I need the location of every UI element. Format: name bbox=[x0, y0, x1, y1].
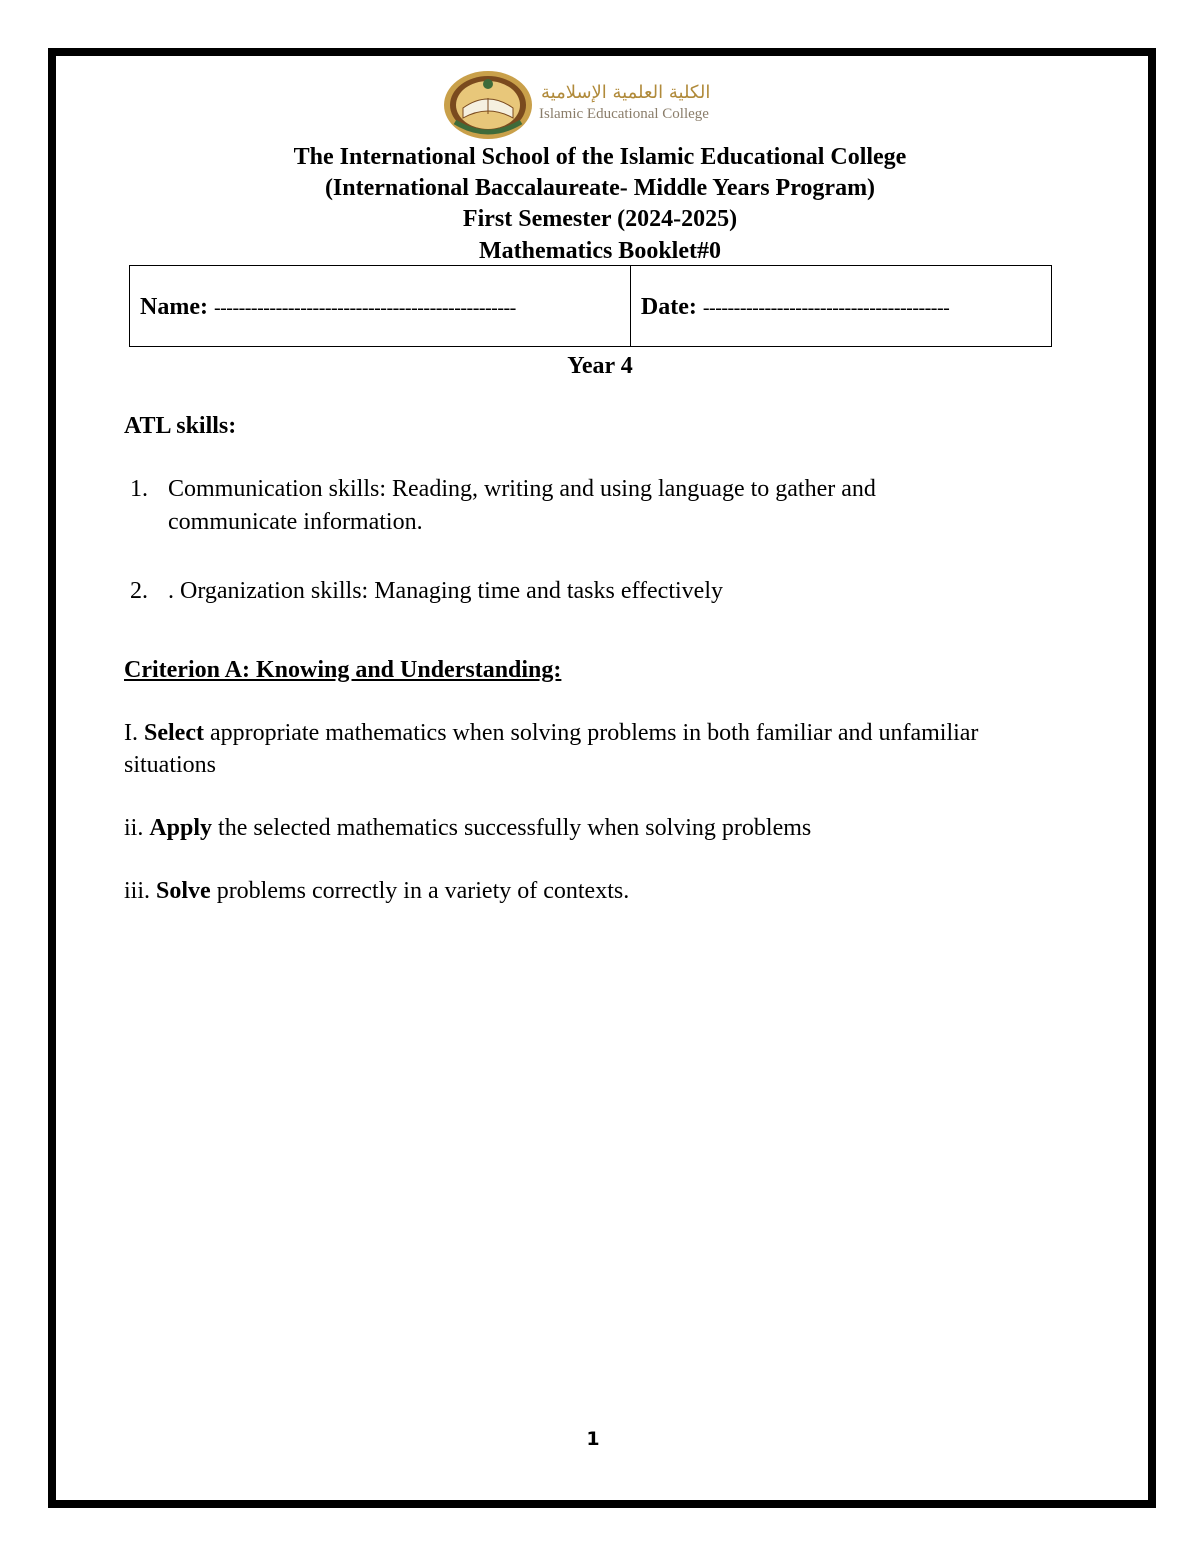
list-text: Communication skills: Reading, writing and using language to gather and communicate information. bbox=[168, 476, 876, 535]
list-item bbox=[130, 575, 1010, 608]
date-cell[interactable] bbox=[631, 266, 1051, 346]
college-english-name: Islamic Educational College bbox=[539, 106, 709, 122]
atl-heading: ATL skills: bbox=[124, 413, 237, 439]
objective-keyword: Select bbox=[144, 720, 204, 746]
objective-text: problems correctly in a variety of contexts. bbox=[216, 878, 630, 904]
name-cell[interactable] bbox=[130, 266, 631, 346]
objective-text: the selected mathematics successfully when solving problems bbox=[218, 815, 812, 841]
criterion-heading: Criterion A: Knowing and Understanding: bbox=[124, 657, 562, 683]
objective-keyword: Apply bbox=[149, 815, 213, 841]
semester: First Semester (2024-2025) bbox=[462, 206, 738, 232]
booklet-title: Mathematics Booklet#0 bbox=[479, 238, 721, 264]
objective-item bbox=[124, 875, 1024, 907]
date-blank: ---------------------------------------- bbox=[702, 297, 950, 319]
objective-prefix: I. bbox=[124, 720, 138, 746]
college-seal-icon bbox=[443, 70, 533, 140]
objective-text: appropriate mathematics when solving problems in both familiar and unfamiliar situations bbox=[124, 720, 979, 778]
objective-item bbox=[124, 717, 1024, 781]
list-text: . Organization skills: Managing time and tasks effectively bbox=[168, 578, 723, 604]
objective-keyword: Solve bbox=[156, 878, 211, 904]
page-number: 1 bbox=[586, 1428, 600, 1450]
program-name: (International Baccalaureate- Middle Years Program) bbox=[324, 175, 876, 201]
name-blank: ------------------------------------------------- bbox=[213, 297, 516, 319]
college-arabic-name: الكلية العلمية الإسلامية bbox=[541, 82, 711, 103]
date-label: Date: bbox=[640, 294, 697, 320]
list-item bbox=[130, 473, 1010, 539]
list-number: 2. bbox=[130, 578, 148, 604]
name-label: Name: bbox=[140, 294, 208, 320]
objective-prefix: iii. bbox=[124, 878, 151, 904]
objective-item bbox=[124, 812, 1024, 844]
list-number: 1. bbox=[130, 476, 148, 502]
school-name: The International School of the Islamic Educational College bbox=[293, 144, 907, 170]
name-date-table bbox=[129, 265, 1052, 347]
college-logo bbox=[443, 70, 743, 140]
year-level: Year 4 bbox=[567, 353, 633, 379]
objective-prefix: ii. bbox=[124, 815, 144, 841]
